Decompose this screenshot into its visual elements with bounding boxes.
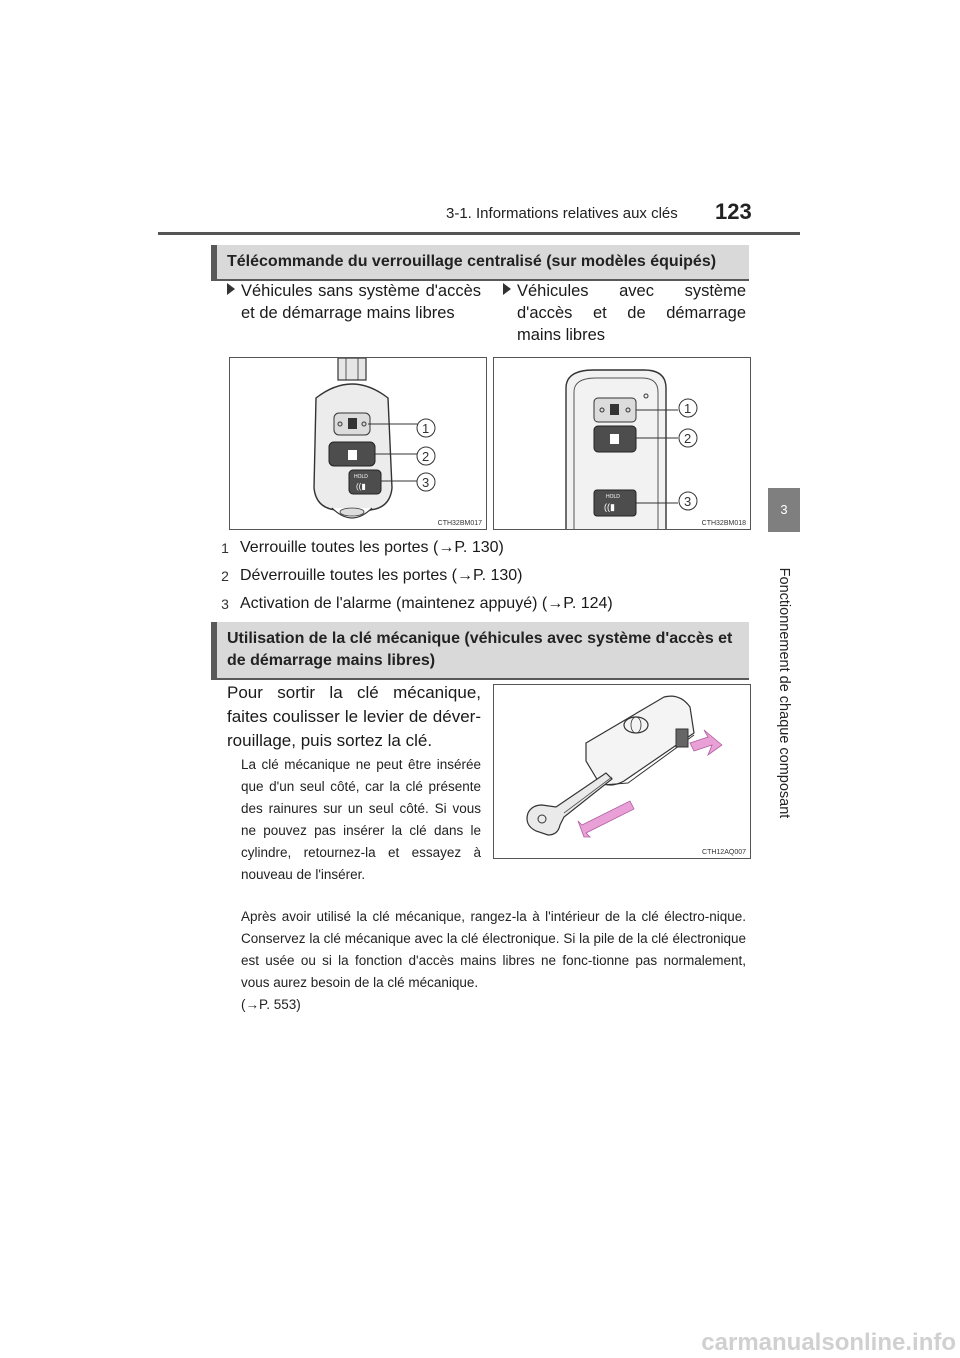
callout-1-label: 1 — [684, 401, 692, 416]
item-number: 2 — [221, 568, 229, 584]
hold-label: HOLD — [606, 494, 620, 500]
callout-3-label: 3 — [684, 494, 692, 509]
list-item — [218, 594, 613, 614]
bullet-right — [503, 280, 746, 346]
callout-1-label: 1 — [422, 421, 430, 436]
figure-code: CTH32BM018 — [701, 520, 746, 527]
figure-smart-key — [493, 357, 751, 530]
callout-2-label: 2 — [422, 449, 430, 464]
bullet-right-text: Véhicules avec système d'accès et de démarrage mains libres — [517, 282, 746, 344]
chapter-tab[interactable]: 3 — [768, 488, 800, 532]
figure-code: CTH32BM017 — [437, 520, 482, 527]
arrow-release-icon — [690, 730, 722, 755]
smart-key-illustration — [494, 358, 751, 530]
note-paragraph: La clé mécanique ne peut être insérée que d'un seul côté, car la clé présente des rainures sur un seul côté. Si vous ne pouvez pas insérer la clé dans le cylindre, retournez-la et essayez à nouveau de l'insérer. — [241, 757, 481, 882]
figure-remote-key — [229, 357, 487, 530]
item-text: Activation de l'alarme (maintenez appuyé) (→P. 124) — [240, 595, 613, 612]
watermark-logo — [620, 1328, 960, 1358]
svg-text:((▮: ((▮ — [356, 482, 366, 491]
after-paragraph: Après avoir utilisé la clé mécanique, rangez-la à l'intérieur de la clé électro-nique. Conservez la clé mécanique avec la clé électronique. Si la pile de la clé électronique est usée ou si la fonction d'accès mains libres ne fonc-tionne pas normalement, vous aurez besoin de la clé mécanique. — [241, 909, 746, 990]
arrow-pull-out-icon — [578, 801, 634, 837]
body-paragraph: Pour sortir la clé mécanique, faites coulisser le levier de déver-rouillage, puis sortez la clé. — [227, 683, 481, 750]
chapter-title-text: Fonctionnement de chaque composant — [776, 567, 792, 819]
chapter-title — [769, 548, 799, 838]
figure-code: CTH12AQ007 — [702, 849, 746, 856]
list-item — [218, 566, 523, 586]
item-text: Verrouille toutes les portes (→P. 130) — [240, 539, 504, 556]
list-item — [218, 538, 504, 558]
page-number: 123 — [715, 199, 752, 224]
watermark-text: carmanualsonline.info — [701, 1329, 956, 1356]
bullet-left-text: Véhicules sans système d'accès et de démarrage mains libres — [241, 282, 481, 322]
callout-3-label: 3 — [422, 475, 430, 490]
item-number: 3 — [221, 596, 229, 612]
remote-key-illustration — [230, 358, 487, 530]
section-heading-remote: Télécommande du verrouillage centralisé (sur modèles équipés) — [211, 245, 749, 281]
section-header: 3-1. Informations relatives aux clés — [446, 205, 678, 222]
hold-label: HOLD — [354, 474, 368, 480]
callout-2-label: 2 — [684, 431, 692, 446]
section-heading-mechanical-key: Utilisation de la clé mécanique (véhicules avec système d'accès et de démarrage mains libres) — [211, 622, 749, 680]
svg-text:((▮: ((▮ — [604, 502, 615, 512]
item-number: 1 — [221, 540, 229, 556]
bullet-left — [227, 280, 481, 324]
figure-mechanical-key — [493, 684, 751, 859]
bullet-triangle-icon — [503, 283, 511, 295]
mechanical-key-illustration — [494, 685, 751, 859]
item-text: Déverrouille toutes les portes (→P. 130) — [240, 567, 523, 584]
header-rule — [158, 232, 800, 235]
bullet-triangle-icon — [227, 283, 235, 295]
after-reference: (→P. 553) — [241, 997, 301, 1012]
